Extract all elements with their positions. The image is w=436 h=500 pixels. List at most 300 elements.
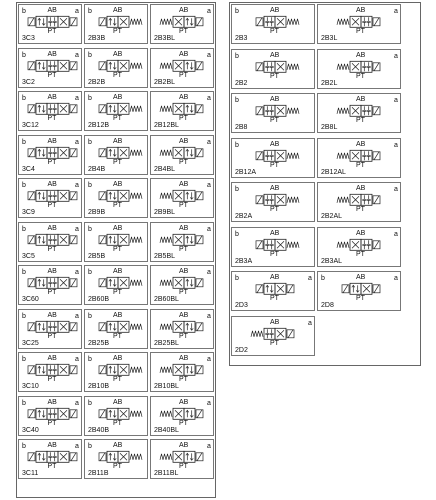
spring-icon	[337, 197, 349, 203]
spool-position-para	[184, 408, 195, 419]
valve-cell-3c10	[18, 352, 82, 392]
valve-code-label: 2B4B	[88, 166, 106, 173]
port-label-a: a	[207, 443, 211, 450]
valve-code-label: 2B3AL	[321, 258, 343, 265]
spool-position-cross	[173, 190, 184, 201]
port-label-pt: PT	[47, 115, 57, 122]
solenoid-a-icon	[196, 192, 203, 200]
port-label-ab: AB	[47, 94, 57, 101]
valve-code-label: 2B40B	[88, 427, 110, 434]
spool-position-para	[36, 190, 47, 201]
port-label-pt: PT	[47, 28, 57, 35]
solenoid-a-icon	[70, 192, 77, 200]
port-label-a: a	[75, 139, 79, 146]
solenoid-a-icon	[373, 107, 380, 115]
solenoid-b-icon	[256, 63, 263, 71]
port-label-pt: PT	[113, 463, 122, 470]
port-label-pt: PT	[113, 420, 122, 427]
solenoid-a-icon	[70, 62, 77, 70]
solenoid-b-icon	[28, 366, 35, 374]
spool-position-center	[361, 194, 372, 205]
port-label-b: b	[22, 95, 26, 102]
spool-position-para	[107, 16, 118, 27]
port-label-a: a	[394, 142, 398, 149]
spool-position-cross	[275, 16, 286, 27]
solenoid-b-icon	[99, 192, 106, 200]
spool-position-cross	[173, 234, 184, 245]
port-label-b: b	[22, 443, 26, 450]
port-label-a: a	[75, 313, 79, 320]
spool-position-para	[107, 364, 118, 375]
spool-position-para	[184, 16, 195, 27]
port-label-b: b	[22, 400, 26, 407]
solenoid-a-icon	[287, 285, 294, 293]
solenoid-b-icon	[28, 410, 35, 418]
port-label-a: a	[75, 443, 79, 450]
port-label-ab: AB	[113, 51, 123, 58]
spool-position-center	[47, 277, 58, 288]
port-label-pt: PT	[47, 420, 57, 427]
solenoid-b-icon	[99, 453, 106, 461]
port-label-pt: PT	[179, 159, 188, 166]
valve-cell-2b10bl	[150, 352, 214, 392]
port-label-pt: PT	[270, 206, 279, 213]
solenoid-b-icon	[99, 149, 106, 157]
solenoid-b-icon	[28, 18, 35, 26]
port-label-pt: PT	[113, 333, 122, 340]
spool-position-center	[361, 239, 372, 250]
valve-cell-2b10b	[84, 352, 148, 392]
spool-position-cross	[361, 283, 372, 294]
valve-cell-2b3al	[317, 227, 401, 267]
spool-position-center	[361, 16, 372, 27]
valve-code-label: 3C3	[22, 35, 35, 42]
spool-position-cross	[118, 190, 129, 201]
port-label-ab: AB	[270, 319, 280, 326]
spool-position-cross	[58, 277, 69, 288]
port-label-b: b	[88, 356, 92, 363]
port-label-pt: PT	[270, 251, 279, 258]
valve-cell-3c11	[18, 439, 82, 479]
port-label-ab: AB	[356, 230, 366, 237]
valve-code-label: 2D8	[321, 302, 334, 309]
port-label-pt: PT	[179, 420, 188, 427]
spool-position-para	[107, 408, 118, 419]
spool-position-cross	[350, 150, 361, 161]
solenoid-b-icon	[256, 285, 263, 293]
solenoid-b-icon	[28, 279, 35, 287]
spool-position-center	[47, 321, 58, 332]
solenoid-a-icon	[373, 152, 380, 160]
port-label-a: a	[207, 269, 211, 276]
port-label-b: b	[235, 142, 239, 149]
valve-cell-2b3a	[231, 227, 315, 267]
spool-position-center	[264, 16, 275, 27]
port-label-pt: PT	[179, 289, 188, 296]
spool-position-para	[350, 283, 361, 294]
spool-position-cross	[118, 364, 129, 375]
spool-position-para	[36, 321, 47, 332]
valve-code-label: 2B12BL	[154, 122, 179, 129]
port-label-pt: PT	[356, 73, 365, 80]
valve-code-label: 2B12B	[88, 122, 110, 129]
spool-position-para	[36, 277, 47, 288]
valve-cell-2b11b	[84, 439, 148, 479]
valve-code-label: 2B3A	[235, 258, 253, 265]
valve-code-label: 2B11B	[88, 470, 109, 477]
valve-code-label: 2B4BL	[154, 166, 176, 173]
port-label-b: b	[88, 52, 92, 59]
valve-code-label: 2B40BL	[154, 427, 179, 434]
spring-icon	[160, 411, 172, 417]
port-label-b: b	[22, 269, 26, 276]
valve-cell-3c40	[18, 396, 82, 436]
port-label-pt: PT	[47, 202, 57, 209]
valve-code-label: 2B11BL	[154, 470, 179, 477]
port-label-ab: AB	[179, 355, 189, 362]
spring-icon	[160, 237, 172, 243]
port-label-a: a	[207, 139, 211, 146]
spool-position-para	[184, 364, 195, 375]
spring-icon	[337, 108, 349, 114]
port-label-b: b	[235, 186, 239, 193]
solenoid-a-icon	[70, 323, 77, 331]
port-label-b: b	[22, 139, 26, 146]
solenoid-b-icon	[28, 453, 35, 461]
port-label-ab: AB	[113, 268, 123, 275]
solenoid-b-icon	[28, 62, 35, 70]
spring-icon	[287, 242, 299, 248]
spool-position-cross	[58, 234, 69, 245]
port-label-ab: AB	[113, 355, 123, 362]
port-label-pt: PT	[47, 333, 57, 340]
port-label-b: b	[235, 8, 239, 15]
valve-code-label: 2B12AL	[321, 169, 346, 176]
valve-cell-2b40b	[84, 396, 148, 436]
valve-code-label: 2B3B	[88, 35, 106, 42]
valve-cell-3c4	[18, 135, 82, 175]
spool-position-cross	[118, 321, 129, 332]
valve-code-label: 3C2	[22, 79, 35, 86]
valve-cell-2b40bl	[150, 396, 214, 436]
solenoid-a-icon	[70, 279, 77, 287]
port-label-ab: AB	[47, 225, 57, 232]
valve-code-label: 3C9	[22, 209, 35, 216]
solenoid-b-icon	[28, 149, 35, 157]
spool-position-cross	[118, 451, 129, 462]
port-label-a: a	[207, 356, 211, 363]
port-label-pt: PT	[270, 117, 279, 124]
spool-position-center	[264, 105, 275, 116]
port-label-ab: AB	[47, 181, 57, 188]
spring-icon	[130, 19, 142, 25]
spring-icon	[160, 367, 172, 373]
spool-position-center	[361, 150, 372, 161]
spool-position-cross	[118, 103, 129, 114]
port-label-pt: PT	[179, 463, 188, 470]
port-label-pt: PT	[179, 202, 188, 209]
solenoid-a-icon	[196, 323, 203, 331]
spool-position-cross	[350, 239, 361, 250]
spring-icon	[130, 106, 142, 112]
spring-icon	[337, 19, 349, 25]
solenoid-b-icon	[99, 279, 106, 287]
port-label-ab: AB	[270, 52, 280, 59]
spool-position-para	[264, 283, 275, 294]
port-label-a: a	[207, 182, 211, 189]
spring-icon	[130, 324, 142, 330]
port-label-ab: AB	[179, 94, 189, 101]
port-label-ab: AB	[47, 7, 57, 14]
spool-position-cross	[275, 150, 286, 161]
port-label-a: a	[207, 313, 211, 320]
port-label-ab: AB	[179, 442, 189, 449]
spool-position-para	[107, 60, 118, 71]
port-label-ab: AB	[113, 399, 123, 406]
solenoid-a-icon	[70, 149, 77, 157]
port-label-a: a	[207, 8, 211, 15]
port-label-ab: AB	[356, 7, 366, 14]
spool-position-para	[36, 147, 47, 158]
spool-position-center	[47, 147, 58, 158]
spring-icon	[160, 324, 172, 330]
valve-code-label: 2B9BL	[154, 209, 176, 216]
spool-position-cross	[275, 105, 286, 116]
valve-code-label: 2D2	[235, 347, 248, 354]
port-label-b: b	[88, 182, 92, 189]
valve-code-label: 2B5BL	[154, 253, 176, 260]
port-label-pt: PT	[179, 72, 188, 79]
valve-code-label: 2B2A	[235, 213, 253, 220]
solenoid-a-icon	[196, 410, 203, 418]
spool-position-cross	[118, 277, 129, 288]
spool-position-para	[107, 277, 118, 288]
solenoid-b-icon	[256, 196, 263, 204]
port-label-ab: AB	[179, 312, 189, 319]
spool-position-center	[264, 61, 275, 72]
port-label-ab: AB	[113, 138, 123, 145]
port-label-pt: PT	[113, 376, 122, 383]
spool-position-para	[184, 103, 195, 114]
port-label-ab: AB	[47, 312, 57, 319]
port-label-ab: AB	[270, 96, 280, 103]
solenoid-b-icon	[99, 62, 106, 70]
port-label-a: a	[75, 226, 79, 233]
spool-position-center	[47, 234, 58, 245]
solenoid-b-icon	[28, 105, 35, 113]
port-label-b: b	[22, 313, 26, 320]
valve-code-label: 2B5B	[88, 253, 106, 260]
valve-code-label: 2B12A	[235, 169, 257, 176]
port-label-ab: AB	[47, 51, 57, 58]
spring-icon	[337, 153, 349, 159]
port-label-pt: PT	[356, 251, 365, 258]
port-label-b: b	[88, 139, 92, 146]
solenoid-b-icon	[99, 105, 106, 113]
solenoid-a-icon	[196, 236, 203, 244]
solenoid-b-icon	[28, 192, 35, 200]
port-label-b: b	[22, 52, 26, 59]
port-label-ab: AB	[47, 268, 57, 275]
solenoid-b-icon	[99, 366, 106, 374]
solenoid-a-icon	[196, 18, 203, 26]
port-label-ab: AB	[179, 181, 189, 188]
solenoid-b-icon	[28, 323, 35, 331]
spool-position-para	[184, 147, 195, 158]
solenoid-b-icon	[99, 18, 106, 26]
solenoid-a-icon	[373, 196, 380, 204]
port-label-pt: PT	[270, 340, 279, 347]
spool-position-cross	[173, 103, 184, 114]
spring-icon	[160, 454, 172, 460]
spool-position-para	[184, 321, 195, 332]
port-label-ab: AB	[47, 355, 57, 362]
spool-position-cross	[58, 321, 69, 332]
valve-code-label: 2B3BL	[154, 35, 176, 42]
valve-cell-2d2	[231, 316, 315, 356]
spool-position-center	[47, 16, 58, 27]
valve-cell-2b3l	[317, 4, 401, 44]
valve-code-label: 2B2AL	[321, 213, 343, 220]
port-label-a: a	[75, 52, 79, 59]
spool-position-para	[184, 60, 195, 71]
port-label-pt: PT	[47, 463, 57, 470]
spring-icon	[337, 64, 349, 70]
spring-icon	[130, 150, 142, 156]
spool-position-center	[47, 408, 58, 419]
port-label-pt: PT	[47, 246, 57, 253]
valve-cell-2b9b	[84, 178, 148, 218]
port-label-pt: PT	[113, 202, 122, 209]
port-label-a: a	[75, 182, 79, 189]
spool-position-cross	[58, 190, 69, 201]
port-label-b: b	[235, 97, 239, 104]
port-label-pt: PT	[270, 162, 279, 169]
solenoid-a-icon	[70, 236, 77, 244]
spring-icon	[130, 454, 142, 460]
port-label-pt: PT	[356, 117, 365, 124]
spool-position-center	[264, 150, 275, 161]
port-label-pt: PT	[179, 115, 188, 122]
spool-position-cross	[58, 60, 69, 71]
solenoid-b-icon	[28, 236, 35, 244]
valve-code-label: 2B8L	[321, 124, 338, 131]
port-label-pt: PT	[47, 159, 57, 166]
port-label-b: b	[22, 8, 26, 15]
port-label-ab: AB	[270, 230, 280, 237]
port-label-a: a	[394, 186, 398, 193]
valve-code-label: 2B2B	[88, 79, 106, 86]
port-label-a: a	[394, 275, 398, 282]
spool-position-para	[107, 451, 118, 462]
valve-cell-3c2	[18, 48, 82, 88]
valve-cell-2b60bl	[150, 265, 214, 305]
spool-position-para	[36, 103, 47, 114]
valve-cell-2b3bl	[150, 4, 214, 44]
valve-cell-2b2	[231, 49, 315, 89]
port-label-pt: PT	[356, 162, 365, 169]
solenoid-a-icon	[196, 105, 203, 113]
solenoid-a-icon	[196, 366, 203, 374]
spool-position-para	[36, 16, 47, 27]
spool-position-cross	[275, 328, 286, 339]
spring-icon	[287, 108, 299, 114]
spool-position-cross	[58, 408, 69, 419]
spool-position-cross	[58, 147, 69, 158]
spring-icon	[160, 106, 172, 112]
spool-position-para	[36, 451, 47, 462]
port-label-ab: AB	[47, 442, 57, 449]
spring-icon	[160, 19, 172, 25]
spring-icon	[287, 153, 299, 159]
port-label-b: b	[235, 231, 239, 238]
spool-position-cross	[173, 451, 184, 462]
solenoid-a-icon	[70, 410, 77, 418]
valve-code-label: 3C60	[22, 296, 39, 303]
valve-code-label: 2B8	[235, 124, 248, 131]
port-label-a: a	[75, 269, 79, 276]
valve-cell-2b5bl	[150, 222, 214, 262]
port-label-a: a	[75, 356, 79, 363]
port-label-pt: PT	[179, 28, 188, 35]
port-label-b: b	[22, 356, 26, 363]
solenoid-a-icon	[373, 63, 380, 71]
spool-position-center	[47, 451, 58, 462]
port-label-b: b	[22, 226, 26, 233]
spool-position-cross	[118, 408, 129, 419]
spring-icon	[337, 242, 349, 248]
spool-position-para	[107, 190, 118, 201]
solenoid-a-icon	[373, 18, 380, 26]
valve-cell-2b2b	[84, 48, 148, 88]
port-label-ab: AB	[356, 52, 366, 59]
spool-position-cross	[173, 147, 184, 158]
valve-cell-2d8	[317, 271, 401, 311]
port-label-pt: PT	[270, 73, 279, 80]
spool-position-center	[47, 103, 58, 114]
spool-position-para	[36, 234, 47, 245]
port-label-b: b	[321, 275, 325, 282]
spool-position-cross	[275, 61, 286, 72]
valve-cell-2b11bl	[150, 439, 214, 479]
port-label-ab: AB	[356, 185, 366, 192]
spring-icon	[251, 331, 263, 337]
port-label-pt: PT	[47, 289, 57, 296]
spool-position-center	[47, 364, 58, 375]
port-label-ab: AB	[179, 268, 189, 275]
valve-cell-2b60b	[84, 265, 148, 305]
spool-position-cross	[58, 103, 69, 114]
valve-code-label: 3C5	[22, 253, 35, 260]
spring-icon	[130, 63, 142, 69]
valve-code-label: 3C12	[22, 122, 39, 129]
valve-cell-2b12a	[231, 138, 315, 178]
port-label-ab: AB	[47, 399, 57, 406]
port-label-ab: AB	[270, 141, 280, 148]
port-label-pt: PT	[356, 295, 365, 302]
valve-code-label: 2B2	[235, 80, 248, 87]
valve-code-label: 2B10B	[88, 383, 110, 390]
spool-position-center	[47, 60, 58, 71]
port-label-a: a	[394, 53, 398, 60]
spring-icon	[130, 237, 142, 243]
spool-position-center	[47, 190, 58, 201]
port-label-ab: AB	[179, 7, 189, 14]
solenoid-b-icon	[99, 323, 106, 331]
port-label-a: a	[308, 275, 312, 282]
spool-position-para	[107, 321, 118, 332]
spool-position-cross	[118, 16, 129, 27]
